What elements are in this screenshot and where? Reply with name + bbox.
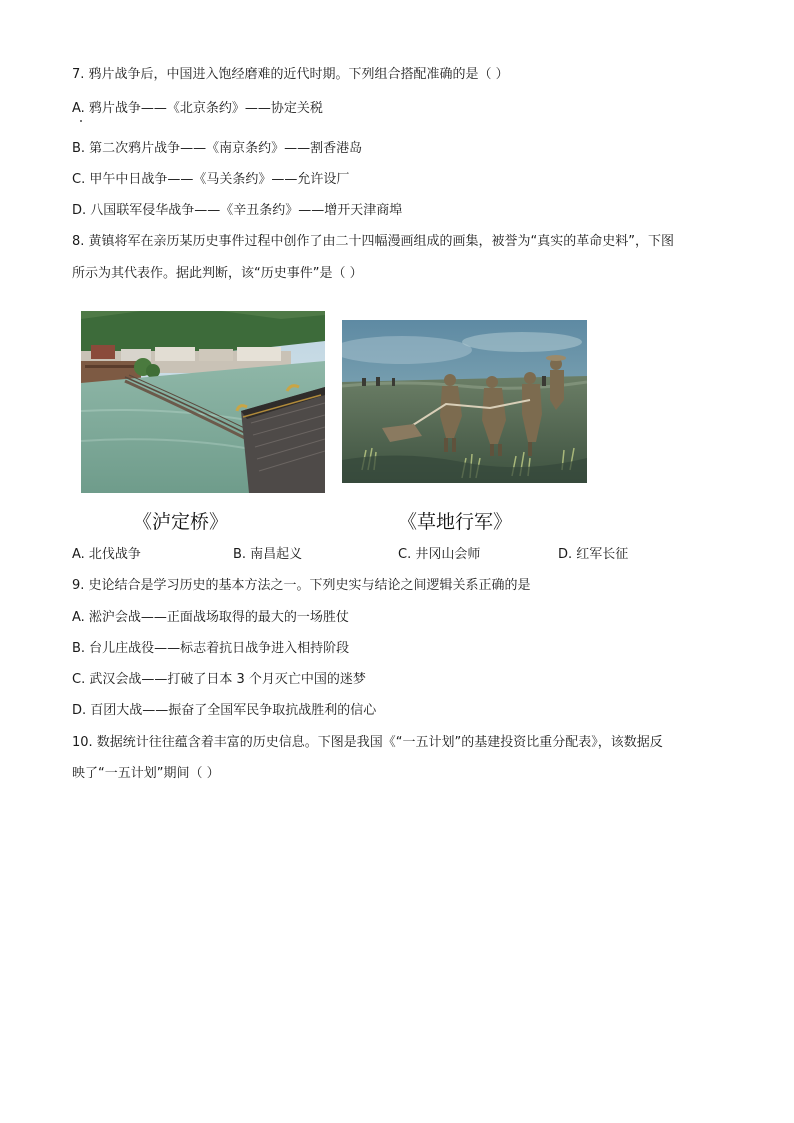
q7-option-d: D. 八国联军侵华战争——《辛丑条约》——增开天津商埠 [72, 203, 403, 218]
q8-options-row [72, 546, 722, 564]
q10-stem-line2: 映了“一五计划”期间（ ） [72, 766, 220, 781]
q7-option-b: B. 第二次鸦片战争——《南京条约》——割香港岛 [72, 141, 363, 156]
q8-option-a: A. 北伐战争 [72, 547, 141, 562]
q7-option-c: C. 甲午中日战争——《马关条约》——允许设厂 [72, 172, 350, 187]
q7-stem: 7. 鸦片战争后，中国进入饱经磨难的近代时期。下列组合搭配准确的是（ ） [72, 67, 509, 82]
luding-bridge-illustration [81, 311, 325, 493]
q9-option-b: B. 台儿庄战役——标志着抗日战争进入相持阶段 [72, 641, 350, 656]
q9-stem: 9. 史论结合是学习历史的基本方法之一。下列史实与结论之间逻辑关系正确的是 [72, 578, 531, 593]
image-caption-luding-bridge: 《泸定桥》 [133, 511, 229, 533]
q10-stem-line1: 10. 数据统计往往蕴含着丰富的历史信息。下图是我国《“一五计划”的基建投资比重分配表》，该数据反 [72, 735, 663, 750]
q8-option-d: D. 红军长征 [558, 547, 629, 562]
q9-option-c: C. 武汉会战——打破了日本 3 个月灭亡中国的迷梦 [72, 672, 366, 687]
grassland-march-image [342, 320, 587, 483]
q8-option-c: C. 井冈山会师 [398, 547, 481, 562]
q8-stem-line2: 所示为其代表作。据此判断，该“历史事件”是（ ） [72, 266, 363, 281]
q8-option-b: B. 南昌起义 [233, 547, 303, 562]
luding-bridge-image [81, 311, 325, 493]
q9-option-d: D. 百团大战——振奋了全国军民争取抗战胜利的信心 [72, 703, 377, 718]
q9-option-a: A. 淞沪会战——正面战场取得的最大的一场胜仗 [72, 610, 349, 625]
image-caption-grassland-march: 《草地行军》 [398, 511, 513, 533]
q8-stem-line1: 8. 黄镇将军在亲历某历史事件过程中创作了由二十四幅漫画组成的画集，被誉为“真实的革命史料”，下图 [72, 234, 675, 249]
stray-mark [80, 120, 82, 122]
q7-option-a: A. 鸦片战争——《北京条约》——协定关税 [72, 101, 323, 116]
grassland-march-illustration [342, 320, 587, 483]
